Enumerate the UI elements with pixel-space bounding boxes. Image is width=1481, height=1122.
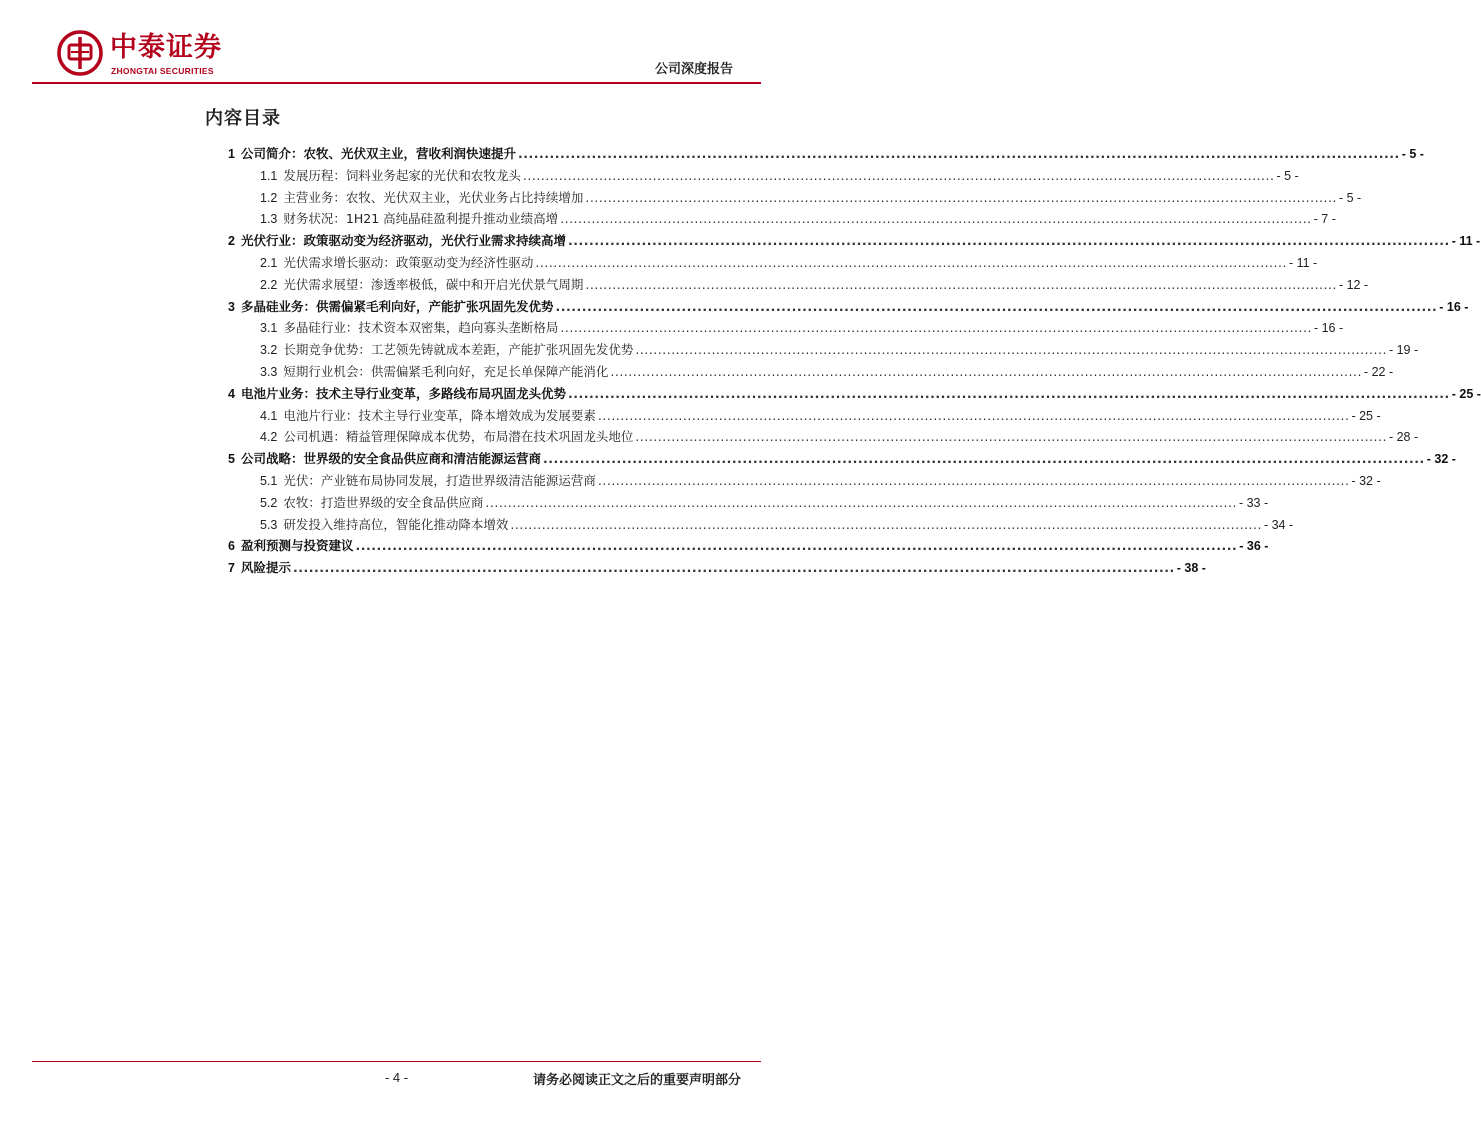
toc-entry-title: 电池片行业：技术主导行业变革，降本增效成为发展要素 [283,407,596,423]
toc-entry-number: 5.1 [260,473,278,488]
page-number: - 4 - [384,1070,409,1085]
toc-entry[interactable] [228,426,1419,448]
toc-entry-title: 光伏需求增长驱动：政策驱动变为经济性驱动 [283,254,534,270]
toc-entry-title: 光伏：产业链布局协同发展，打造世界级清洁能源运营商 [283,472,596,488]
toc-entry-title: 公司战略：世界级的安全食品供应商和清洁能源运营商 [240,451,541,467]
toc-title: 内容目录 [205,108,281,129]
toc-entry-number: 5 [228,452,235,467]
toc-entry-title: 研发投入维持高位，智能化推动降本增效 [283,516,509,532]
zhongtai-logo-icon [57,30,103,76]
toc-entry[interactable] [228,470,1381,492]
header-divider [32,82,761,84]
toc-entry[interactable] [228,361,1394,383]
toc-entry-title: 发展历程：饲料业务起家的光伏和农牧龙头 [283,167,521,183]
toc-entry-number: 3.3 [260,364,278,379]
toc-entry-title: 多晶硅行业：技术资本双密集，趋向寡头垄断格局 [283,320,559,336]
toc-entry-page: - 38 - [1176,561,1206,576]
toc-dot-leader [355,535,1237,557]
toc-entry[interactable] [228,383,1481,405]
brand-name-cn: 中泰证券 [110,32,222,63]
toc-entry-page: - 5 - [1401,147,1424,161]
toc-entry-number: 1.1 [260,168,278,183]
toc-entry-page: - 7 - [1313,212,1336,227]
toc-entry-number: 3 [228,299,235,314]
toc-entry-page: - 32 - [1426,452,1456,467]
report-type-label: 公司深度报告 [654,62,733,77]
toc-entry-page: - 36 - [1239,539,1269,554]
toc-entry-title: 公司简介：农牧、光伏双主业，营收利润快速提升 [240,146,516,161]
toc-entry-title: 风险提示 [240,560,291,576]
toc-entry-page: - 19 - [1388,343,1419,358]
brand-name-en: ZHONGTAI SECURITIES [111,66,214,76]
toc-entry[interactable] [228,317,1344,339]
toc-entry-title: 光伏行业：政策驱动变为经济驱动，光伏行业需求持续高增 [240,233,566,249]
toc-dot-leader [635,426,1387,448]
toc-entry-page: - 22 - [1363,364,1394,379]
toc-entry-page: - 12 - [1338,277,1369,292]
toc-entry-page: - 28 - [1388,430,1419,445]
toc-entry-page: - 25 - [1351,408,1381,423]
toc-entry[interactable] [228,557,1206,579]
toc-entry-page: - 11 - [1451,234,1481,249]
toc-entry-title: 主营业务：农牧、光伏双主业，光伏业务占比持续增加 [283,189,584,205]
toc-entry[interactable] [228,448,1456,470]
toc-entry[interactable] [228,274,1369,296]
toc-entry[interactable] [228,230,1481,252]
toc-entry-title: 财务状况：1H21 高纯晶硅盈利提升推动业绩高增 [283,211,559,227]
toc-entry-number: 2 [228,234,235,249]
toc-dot-leader [518,143,1400,165]
toc-dot-leader [568,383,1450,405]
toc-entry-number: 6 [228,539,235,554]
toc-dot-leader [585,274,1337,296]
toc-entry-title: 盈利预测与投资建议 [240,538,354,554]
toc-entry[interactable] [228,514,1294,536]
toc-entry-title: 农牧：打造世界级的安全食品供应商 [283,494,484,510]
toc-dot-leader [485,492,1237,514]
toc-entry-page: - 16 - [1313,321,1344,336]
toc-entry-page: - 16 - [1439,299,1469,314]
footer-disclaimer: 请务必阅读正文之后的重要声明部分 [532,1073,741,1088]
toc-dot-leader [598,470,1350,492]
toc-dot-leader [560,317,1312,339]
toc-entry-number: 1.3 [260,212,278,227]
toc-entry-title: 电池片业务：技术主导行业变革，多路线布局巩固龙头优势 [240,385,566,401]
page-header [0,0,793,95]
toc-dot-leader [510,514,1262,536]
toc-dot-leader [598,405,1350,427]
toc-entry[interactable] [228,339,1419,361]
footer-divider [32,1061,761,1062]
toc-entry-title: 光伏需求展望：渗透率极低，碳中和开启光伏景气周期 [283,276,584,292]
toc-entry-number: 3.1 [260,321,278,336]
toc-entry-page: - 5 - [1276,168,1299,183]
toc-entry-number: 4.2 [260,430,278,445]
toc-dot-leader [585,187,1337,209]
toc-entry[interactable] [228,492,1269,514]
toc-entry-number: 7 [228,561,235,576]
toc-dot-leader [293,557,1175,579]
toc-entry-number: 4.1 [260,408,278,423]
toc-entry-title: 多晶硅业务：供需偏紧毛利向好，产能扩张巩固先发优势 [240,298,554,314]
toc-entry[interactable] [228,535,1269,557]
table-of-contents [228,143,1481,579]
toc-dot-leader [555,296,1437,318]
toc-entry-title: 公司机遇：精益管理保障成本优势，布局潜在技术巩固龙头地位 [283,429,634,445]
toc-entry-number: 4 [228,386,235,401]
toc-entry[interactable] [228,187,1362,209]
toc-entry-number: 1 [228,147,235,161]
toc-entry-page: - 34 - [1263,517,1294,532]
toc-entry-number: 3.2 [260,343,278,358]
toc-entry[interactable] [228,252,1318,274]
toc-entry-page: - 32 - [1351,473,1381,488]
toc-dot-leader [543,448,1425,470]
toc-entry[interactable] [228,165,1299,187]
toc-entry-title: 长期竞争优势：工艺领先铸就成本差距，产能扩张巩固先发优势 [283,342,634,358]
toc-entry-number: 5.2 [260,495,278,510]
toc-dot-leader [560,208,1312,230]
toc-entry-page: - 11 - [1288,255,1318,270]
toc-entry-number: 2.2 [260,277,278,292]
toc-dot-leader [610,361,1362,383]
toc-entry-number: 5.3 [260,517,278,532]
toc-dot-leader [568,230,1450,252]
toc-entry-number: 2.1 [260,255,278,270]
toc-entry-title: 短期行业机会：供需偏紧毛利向好，充足长单保障产能消化 [283,363,609,379]
toc-dot-leader [523,165,1275,187]
toc-entry[interactable] [228,143,1424,165]
toc-entry[interactable] [228,296,1469,318]
toc-entry-page: - 25 - [1451,386,1481,401]
toc-entry-number: 1.2 [260,190,278,205]
toc-entry[interactable] [228,405,1381,427]
toc-dot-leader [635,339,1387,361]
toc-entry[interactable] [228,208,1336,230]
toc-entry-page: - 5 - [1338,190,1362,205]
toc-dot-leader [535,252,1287,274]
toc-entry-page: - 33 - [1238,495,1269,510]
